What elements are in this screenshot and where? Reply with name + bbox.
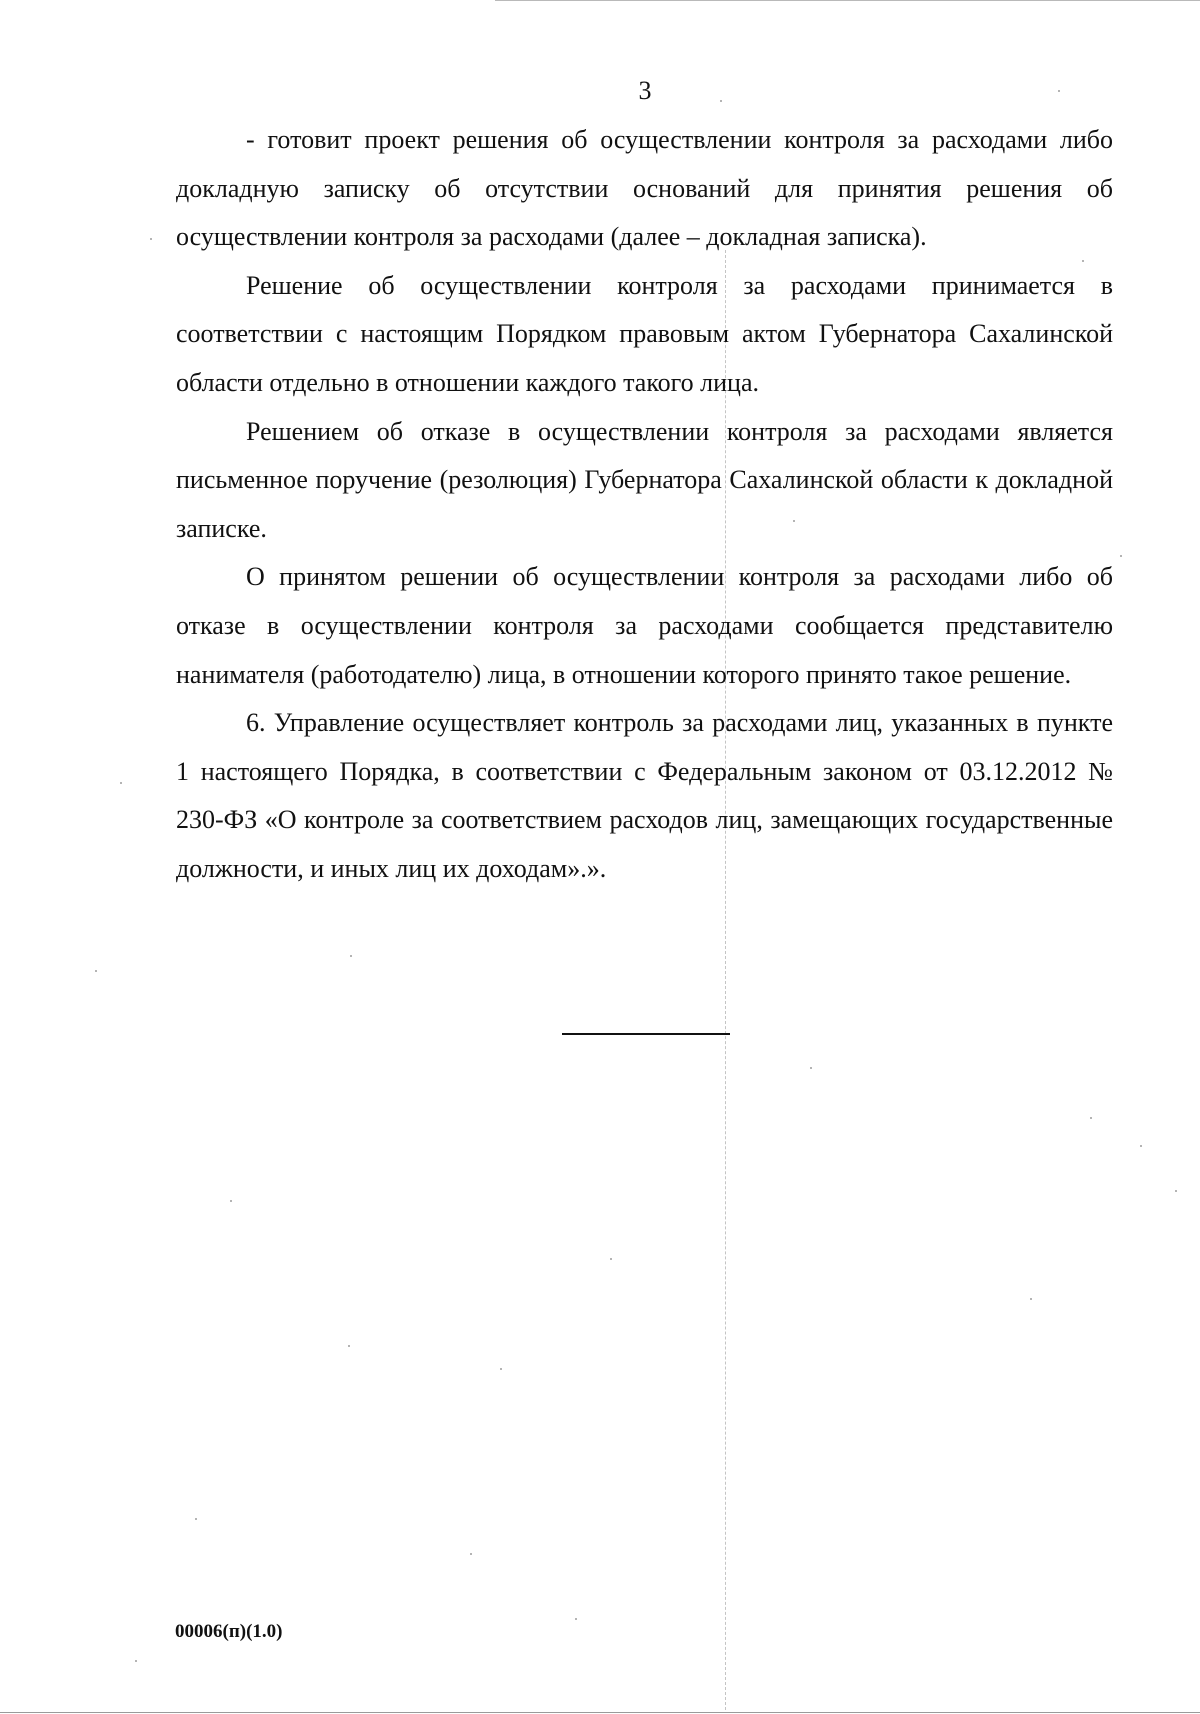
scan-speck [120, 782, 122, 784]
scan-speck [1140, 1145, 1142, 1147]
scan-speck [195, 1518, 197, 1520]
scan-speck [610, 1258, 612, 1260]
scan-speck [810, 1067, 812, 1069]
scan-speck [720, 100, 722, 102]
scan-speck [1058, 90, 1060, 92]
paragraph-decision-notification: О принятом решении об осуществлении контроля за расходами либо об отказе в осуществлении контроля за расходами сообщается представителю нанимателя (работодателю) лица, в отношении которого принято такое решение. [176, 562, 1113, 689]
page-number: 3 [638, 76, 652, 105]
scan-speck [575, 1618, 577, 1620]
scan-edge-top [495, 0, 1200, 1]
paragraph-refusal-decision: Решением об отказе в осуществлении контроля за расходами является письменное поручение (резолюция) Губернатора Сахалинской области к докладной записке. [176, 416, 1113, 543]
scan-speck [95, 970, 97, 972]
scan-speck [230, 1200, 232, 1202]
scan-speck [470, 1553, 472, 1555]
scan-speck [150, 238, 152, 240]
end-separator-line [562, 1033, 730, 1035]
scan-speck [1082, 260, 1084, 262]
scan-speck [348, 1345, 350, 1347]
scan-speck [135, 1660, 137, 1662]
scan-speck [1120, 555, 1122, 557]
paragraph-decision-adoption: Решение об осуществлении контроля за расходами принимается в соответствии с настоящим Порядком правовым актом Губернатора Сахалинской области отдельно в отношении каждого такого лица. [176, 270, 1113, 397]
scan-speck [500, 1368, 502, 1370]
paragraph-item-6: 6. Управление осуществляет контроль за расходами лиц, указанных в пункте 1 настоящего Порядка, в соответствии с Федеральным законом от 03.12.2012 № 230-ФЗ «О контроле за соответствием расходов лиц, замещающих государственные должности, и иных лиц их доходам».». [176, 708, 1113, 883]
paragraph-prepares-draft: - готовит проект решения об осуществлении контроля за расходами либо докладную записку об отсутствии оснований для принятия решения об осуществлении контроля за расходами (далее – докладная записка). [176, 125, 1113, 252]
scan-edge-bottom [0, 1712, 1200, 1713]
document-body [176, 116, 1113, 894]
scan-speck [793, 520, 795, 522]
scan-speck [350, 955, 352, 957]
scan-speck [1090, 1117, 1092, 1119]
scan-speck [1030, 1298, 1032, 1300]
document-code: 00006(п)(1.0) [175, 1621, 283, 1642]
scan-speck [1175, 1190, 1177, 1192]
